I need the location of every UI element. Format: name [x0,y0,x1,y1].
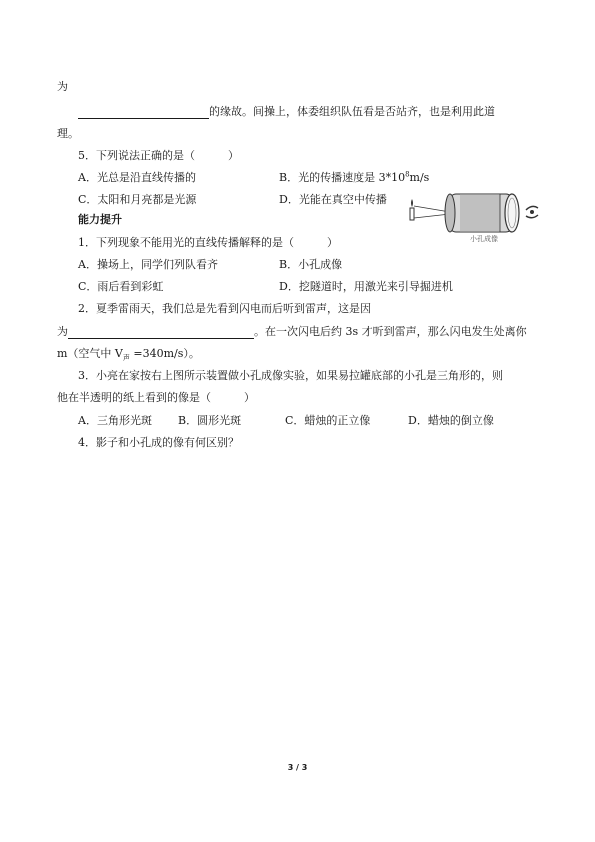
answer-blank[interactable] [78,107,209,119]
p3-option-b: B．圆形光斑 [178,414,242,427]
intro-line-2: 的缘故。间操上，体委组织队伍看是否站齐，也是利用此道 [78,105,495,119]
p3-line-1: 3．小亮在家按右上图所示装置做小孔成像实验，如果易拉罐底部的小孔是三角形的，则 [78,369,503,382]
page-number: 3 / 3 [287,763,308,772]
p2-stem: 2．夏季雷雨天，我们总是先看到闪电而后听到雷声，这是因 [78,302,371,315]
intro-line-1: 为 [57,80,68,93]
p2-line-2: 为 。在一次闪电后约 3s 才听到雷声，那么闪电发生处离你 [57,325,527,338]
p4-stem: 4．影子和小孔成的像有何区别？ [78,436,239,449]
p1-stem: 1．下列现象不能用光的直线传播解释的是（ ） [78,236,338,249]
p1-option-b: B．小孔成像 [279,258,343,271]
p1-option-d: D．挖隧道时，用激光来引导掘进机 [279,280,453,293]
q5-option-c: C．太阳和月亮都是光源 [78,193,197,206]
section-title: 能力提升 [78,213,122,226]
figure-caption: 小孔成像 [470,235,498,243]
p3-option-c: C．蜡烛的正立像 [285,414,371,427]
q5-option-d: D．光能在真空中传播 [279,193,387,206]
p1-option-c: C．雨后看到彩虹 [78,280,164,293]
answer-blank[interactable] [68,327,254,339]
p1-option-a: A．操场上，同学们列队看齐 [78,258,218,271]
q5-stem: 5．下列说法正确的是（ ） [78,149,239,162]
p3-line-2: 他在半透明的纸上看到的像是（ ） [57,391,255,404]
intro-line-3: 理。 [57,127,79,140]
p2-line-3: m（空气中 $V_声 =340m/s$）。 [57,347,200,363]
p3-option-d: D．蜡烛的倒立像 [408,414,494,427]
p3-option-a: A．三角形光斑 [78,414,152,427]
q5-option-a: A．光总是沿直线传播的 [78,171,196,184]
q5-option-b: B．光的传播速度是 $3*10^8m/s$ [279,170,430,184]
